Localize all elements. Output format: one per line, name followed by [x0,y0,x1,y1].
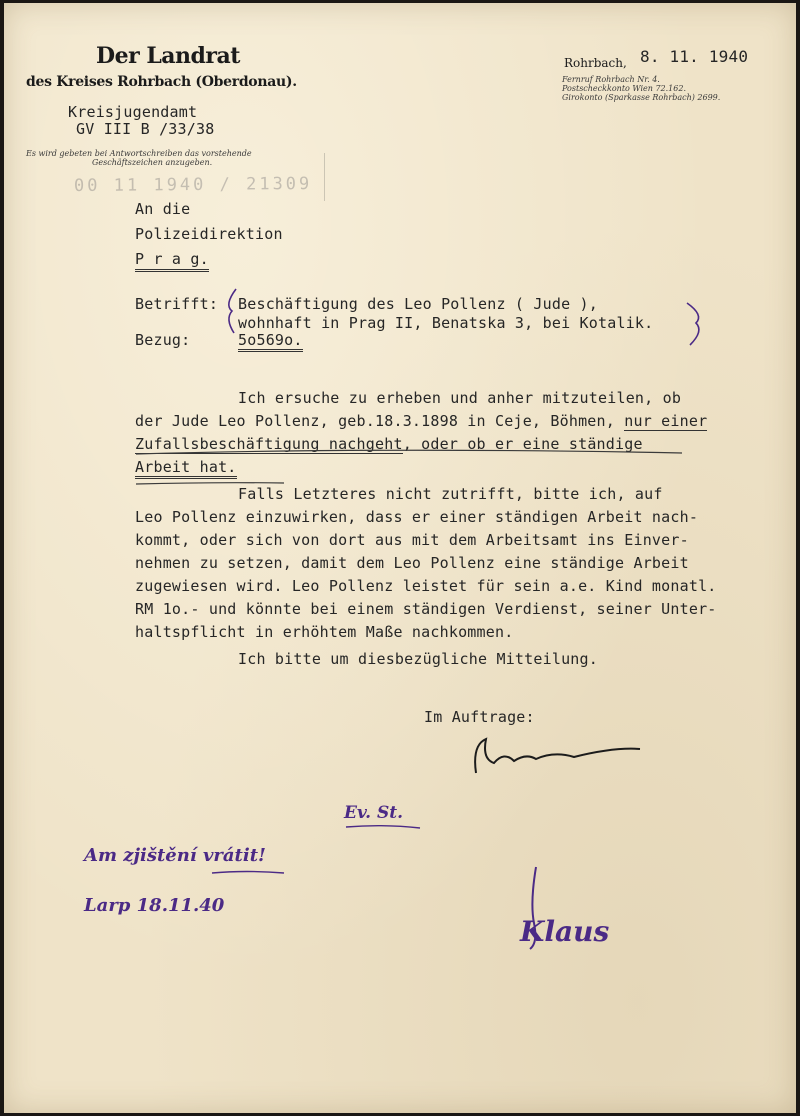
handwritten-note-line2: Larp 18.11.40 [84,895,225,916]
signature-text [494,743,573,758]
body-p2-line4: nehmen zu setzen, damit dem Leo Pollenz eine ständige Arbeit [135,554,689,572]
bottom-signature-stroke [520,863,550,953]
subject-bracket-right [684,301,706,347]
handwritten-initials: Ev. St. [344,803,404,823]
initials-underline [344,823,424,833]
closing: Im Auftrage: [424,708,535,726]
subject-bracket-left [222,287,242,337]
note-underline [210,869,290,877]
signature-stroke [464,733,654,783]
letterhead-subtitle: des Kreises Rohrbach (Oberdonau). [26,74,297,90]
body-p1-line4: Arbeit hat. [135,458,237,479]
body-p2-line1: Falls Letzteres nicht zutrifft, bitte ich, auf [238,485,663,503]
contact-giro: Girokonto (Sparkasse Rohrbach) 2699. [562,93,721,102]
body-p2-line6: RM 1o.- und könnte bei einem ständigen Verdienst, seiner Unter- [135,600,717,618]
body-p2-line2: Leo Pollenz einzuwirken, dass er einer ständigen Arbeit nach- [135,508,699,526]
subject-line2: wohnhaft in Prag II, Benatska 3, bei Kotalik. [238,314,654,332]
recipient-line1: An die [135,200,191,218]
body-p2-line5: zugewiesen wird. Leo Pollenz leistet für sein a.e. Kind monatl. [135,577,717,595]
stamp-border [324,153,325,201]
contact-postal-check: Postscheckkonto Wien 72.162. [562,84,686,93]
contact-phone: Fernruf Rohrbach Nr. 4. [562,75,660,84]
reference-label: Bezug: [135,331,191,349]
body-p1-line2-underlined: nur einer [624,412,708,430]
body-p1-line2 [135,412,707,430]
handwritten-note-line1: Am zjištění vrátit! [84,845,266,866]
date: 8. 11. 1940 [640,47,749,66]
recipient-city: P r a g. [135,250,209,272]
body-p1-line1: Ich ersuche zu erheben und anher mitzuteilen, ob [238,389,682,407]
body-p3: Ich bitte um diesbezügliche Mitteilung. [238,650,598,668]
body-p2-line7: haltspflicht in erhöhtem Maße nachkommen. [135,623,514,641]
received-stamp: 00 11 1940 / 21309 [73,173,313,197]
bottom-signature: Klaus [520,915,610,948]
recipient-line2: Polizeidirektion [135,225,283,243]
reference-value: 5o569o. [238,331,303,352]
file-reference: GV III B /33/38 [76,120,215,138]
letterhead-title: Der Landrat [96,43,240,69]
office-name: Kreisjugendamt [68,103,198,121]
letter-page [4,3,796,1113]
reference-note-line2: Geschäftszeichen anzugeben. [92,158,213,167]
body-p1-line3-underlined: Zufallsbeschäftigung nachgeht [135,435,403,453]
subject-line1: Beschäftigung des Leo Pollenz ( Jude ), [238,295,598,313]
body-p1-line2-text: der Jude Leo Pollenz, geb.18.3.1898 in Ceje, Böhmen, [135,412,625,430]
body-p2-line3: kommt, oder sich von dort aus mit dem Arbeitsamt ins Einver- [135,531,689,549]
subject-label: Betrifft: [135,295,219,313]
body-p1-line3-text: , oder ob er eine ständige [402,435,643,453]
reference-note-line1: Es wird gebeten bei Antwortschreiben das vorstehende [26,149,252,158]
place: Rohrbach, [564,56,627,70]
